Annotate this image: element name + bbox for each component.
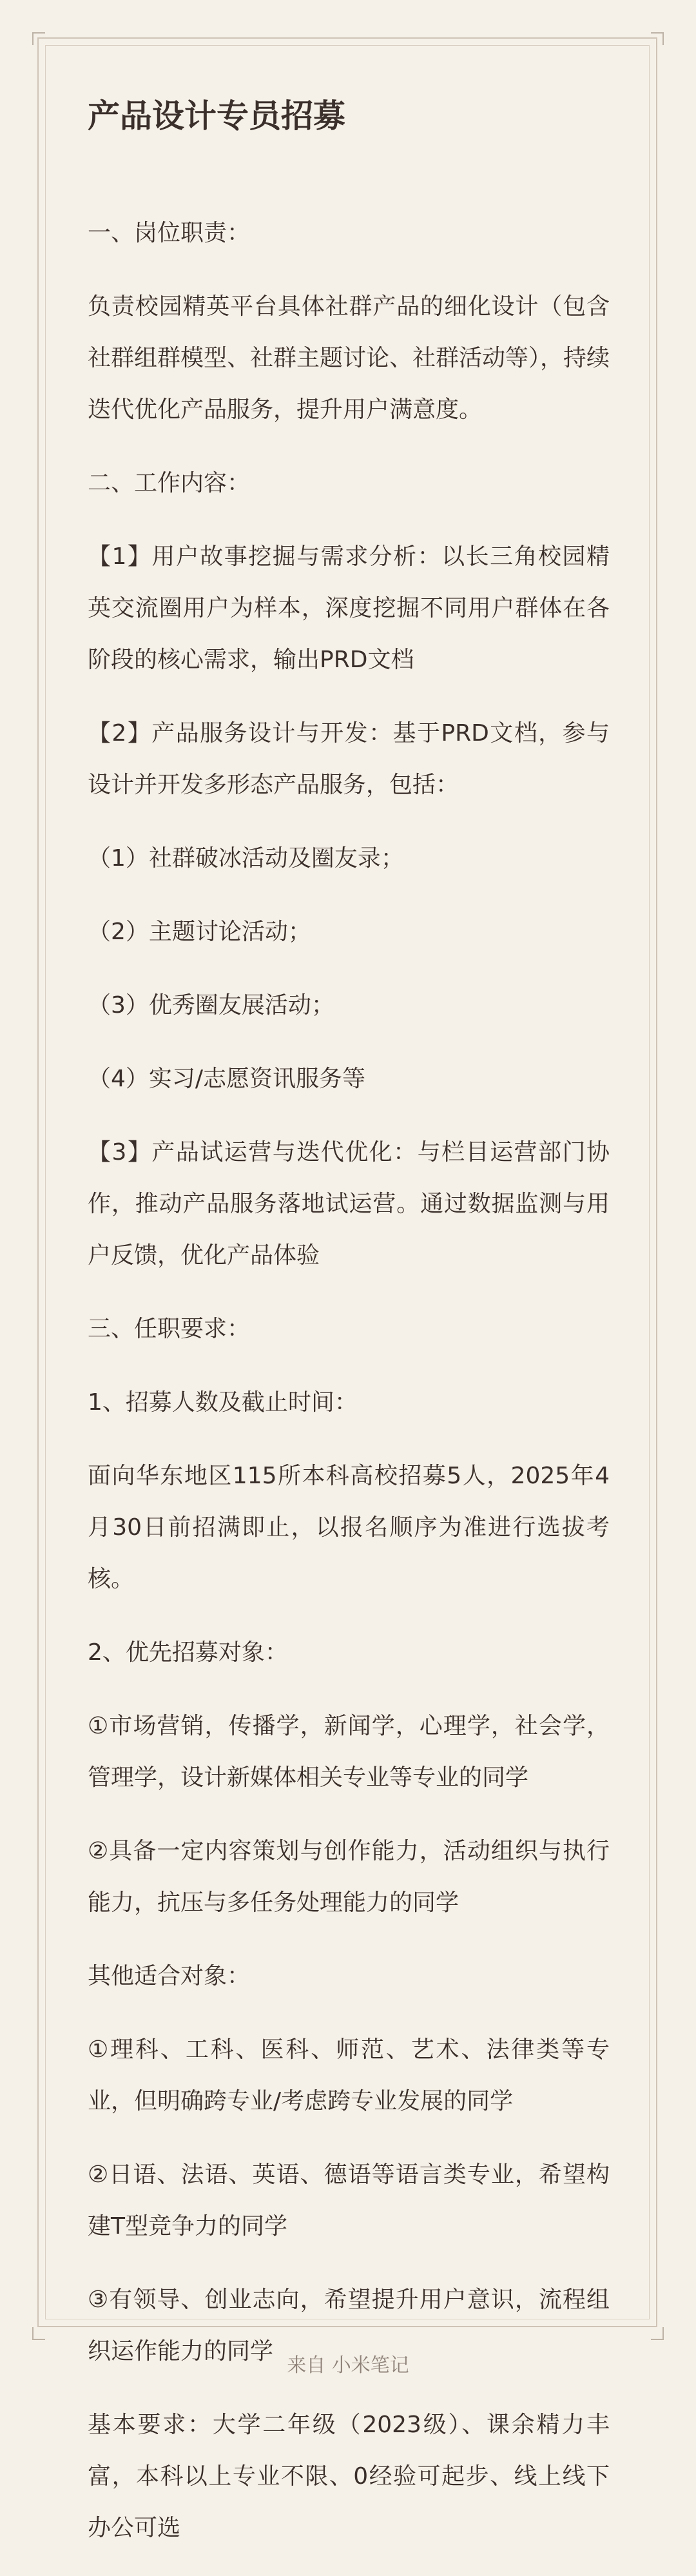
note-paragraph: 负责校园精英平台具体社群产品的细化设计（包含社群组群模型、社群主题讨论、社群活动等），持续迭代优化产品服务，提升用户满意度。: [88, 293, 610, 423]
corner-ornament: [651, 2327, 664, 2340]
list-item: （1）社群破冰活动及圈友录；: [88, 845, 404, 872]
note-paragraph: 【2】产品服务设计与开发：基于PRD文档，参与设计并开发多形态产品服务，包括：: [88, 720, 610, 798]
note-paragraph: 【3】产品试运营与迭代优化：与栏目运营部门协作，推动产品服务落地试运营。通过数据监测与用户反馈，优化产品体验: [88, 1139, 610, 1269]
list-item: （3）优秀圈友展活动；: [88, 992, 334, 1019]
list-item: ③有领导、创业志向，希望提升用户意识，流程组织运作能力的同学: [88, 2287, 610, 2365]
note-content: [88, 97, 610, 2576]
note-paragraph: 【1】用户故事挖掘与需求分析：以长三角校园精英交流圈用户为样本，深度挖掘不同用户群体在各阶段的核心需求，输出PRD文档: [88, 543, 610, 673]
list-item: ①市场营销，传播学，新闻学，心理学，社会学，管理学，设计新媒体相关专业等专业的同学: [88, 1713, 610, 1791]
sub-heading: 其他适合对象：: [88, 1963, 251, 1989]
section-heading: 三、任职要求：: [88, 1316, 251, 1342]
list-item: ①理科、工科、医科、师范、艺术、法律类等专业，但明确跨专业/考虑跨专业发展的同学: [88, 2036, 610, 2114]
sub-heading: 2、优先招募对象：: [88, 1639, 288, 1666]
corner-ornament: [32, 2327, 45, 2340]
note-paragraph: 面向华东地区115所本科高校招募5人，2025年4月30日前招满即止，以报名顺序为准进行选拔考核。: [88, 1463, 610, 1592]
section-heading: 一、岗位职责：: [88, 220, 251, 246]
list-item: （2）主题讨论活动；: [88, 919, 311, 945]
note-paragraph: 基本要求：大学二年级（2023级）、课余精力丰富，本科以上专业不限、0经验可起步、线上线下办公可选: [88, 2412, 610, 2541]
list-item: （4）实习/志愿资讯服务等: [88, 1066, 366, 1092]
list-item: ②日语、法语、英语、德语等语言类专业，希望构建T型竞争力的同学: [88, 2161, 610, 2239]
corner-ornament: [32, 32, 45, 45]
footer-source: 来自 小米笔记: [287, 2354, 409, 2377]
list-item: ②具备一定内容策划与创作能力，活动组织与执行能力，抗压与多任务处理能力的同学: [88, 1838, 610, 1916]
section-heading: 二、工作内容：: [88, 470, 251, 496]
sub-heading: 1、招募人数及截止时间：: [88, 1389, 358, 1416]
corner-ornament: [651, 32, 664, 45]
note-title: 产品设计专员招募: [88, 97, 345, 135]
